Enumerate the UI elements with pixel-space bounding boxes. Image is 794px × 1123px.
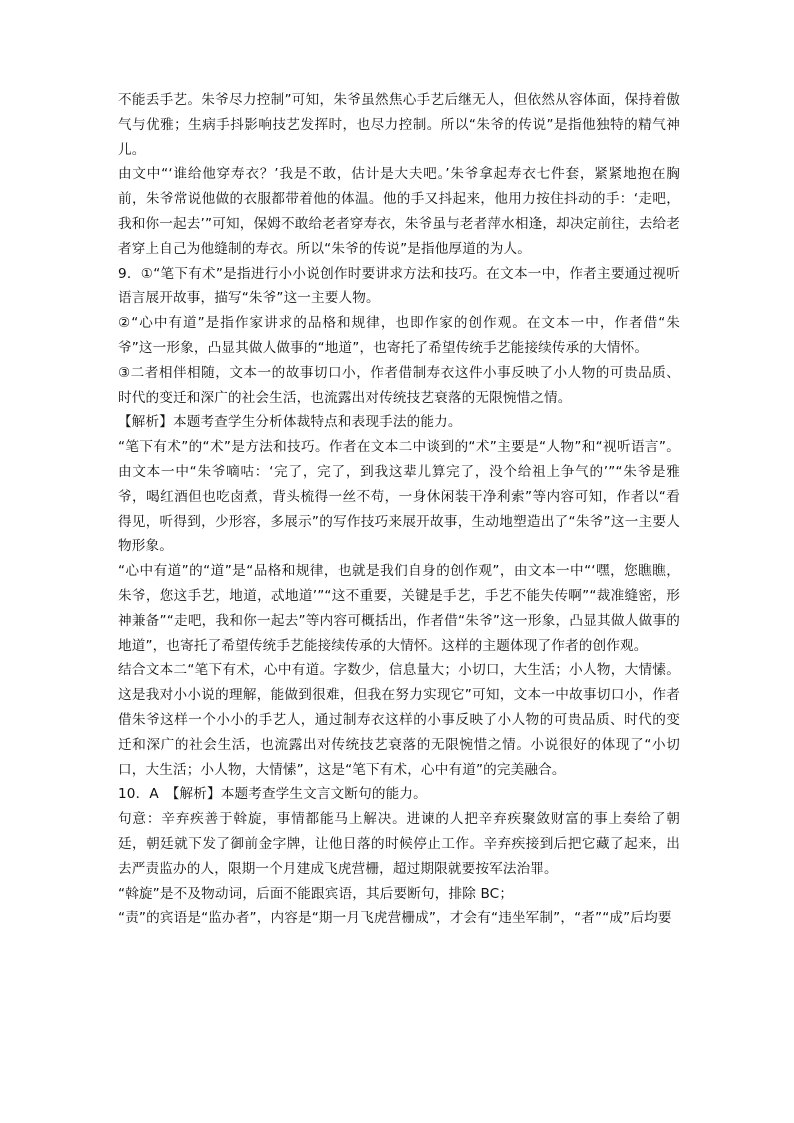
paragraph-7: “笔下有术”的“术”是方法和技巧。作者在文本二中谈到的“术”主要是“人物”和“视听语言”。由文本一中“朱爷嘀咕：‘完了，完了，到我这辈儿算完了，没个给祖上争气的’”“朱爷是雅爷，喝红酒但也吃卤煮，背头梳得一丝不苟，一身休闲装干净利索”等内容可知，作者以“看得见，听得到，少形容，多展示”的写作技巧来展开故事，生动地塑造出了“朱爷”这一主要人物形象。: [118, 439, 680, 555]
paragraph-9: 结合文本二“笔下有术，心中有道。字数少，信息量大；小切口，大生活；小人物，大情愫。这是我对小小说的理解，能做到很难，但我在努力实现它”可知，文本一中故事切口小，作者借朱爷这样一个小小的手艺人，通过制寿衣这样的小事反映了小人物的可贵品质、时代的变迁和深广的社会生活，也流露出对传统技艺衰落的无限惋惜之情。小说很好的体现了“小切口，大生活；小人物，大情愫”，这是“笔下有术，心中有道”的完美融合。: [118, 662, 680, 778]
paragraph-12: “斡旋”是不及物动词，后面不能跟宾语，其后要断句，排除 BC；: [118, 885, 514, 902]
paragraph-2: 由文中“‘谁给他穿寿衣？’我是不敢，估计是大夫吧。’朱爷拿起寿衣七件套，紧紧地抱在胸前，朱爷常说他做的衣服都带着他的体温。他的手又抖起来，他用力按住抖动的手：‘走吧，我和你一起去’”可知，保姆不敢给老者穿寿衣，朱爷虽与老者萍水相逢，却决定前往，去给老者穿上自己为他缝制的寿衣。所以“朱爷的传说”是指他厚道的为人。: [118, 166, 680, 257]
paragraph-5: ③二者相伴相随，文本一的故事切口小，作者借制寿衣这件小事反映了小人物的可贵品质、时代的变迁和深广的社会生活，也流露出对传统技艺衰落的无限惋惜之情。: [118, 364, 680, 406]
document-page: [118, 88, 680, 931]
paragraph-13: “责”的宾语是“监办者”，内容是“期一月飞虎营栅成”，才会有“违坐军制”，“者”“成”后均要: [118, 910, 672, 927]
paragraph-11: 句意：辛弃疾善于斡旋，事情都能马上解决。进谏的人把辛弃疾聚敛财富的事上奏给了朝廷，朝廷就下发了御前金字牌，让他日落的时候停止工作。辛弃疾接到后把它藏了起来，出去严责监办的人，限期一个月建成飞虎营栅，超过期限就要按军法治罪。: [118, 811, 680, 877]
paragraph-10: 10．A 【解析】本题考查学生文言文断句的能力。: [118, 786, 427, 803]
paragraph-4: ②“心中有道”是指作家讲求的品格和规律，也即作家的创作观。在文本一中，作者借“朱爷”这一形象，凸显其做人做事的“地道”，也寄托了希望传统手艺能接续传承的大情怀。: [118, 315, 680, 356]
paragraph-6: 【解析】本题考查学生分析体裁特点和表现手法的能力。: [118, 414, 462, 431]
paragraph-1: 不能丢手艺。朱爷尽力控制”可知，朱爷虽然焦心手艺后继无人，但依然从容体面，保持着傲气与优雅；生病手抖影响技艺发挥时，也尽力控制。所以“朱爷的传说”是指他独特的精气神儿。: [118, 92, 680, 158]
paragraph-3: 9．①“笔下有术”是指进行小小说创作时要讲求方法和技巧。在文本一中，作者主要通过视听语言展开故事，描写“朱爷”这一主要人物。: [118, 265, 680, 307]
paragraph-8: “心中有道”的“道”是“品格和规律，也就是我们自身的创作观”，由文本一中“‘嘿，您瞧瞧，朱爷，您这手艺，地道，忒地道’”“这不重要，关键是手艺，手艺不能失传啊”“裁准缝密，形神兼备”“走吧，我和你一起去”等内容可概括出，作者借“朱爷”这一形象，凸显其做人做事的地道”，也寄托了希望传统手艺能接续传承的大情怀。这样的主题体现了作者的创作观。: [118, 563, 680, 654]
